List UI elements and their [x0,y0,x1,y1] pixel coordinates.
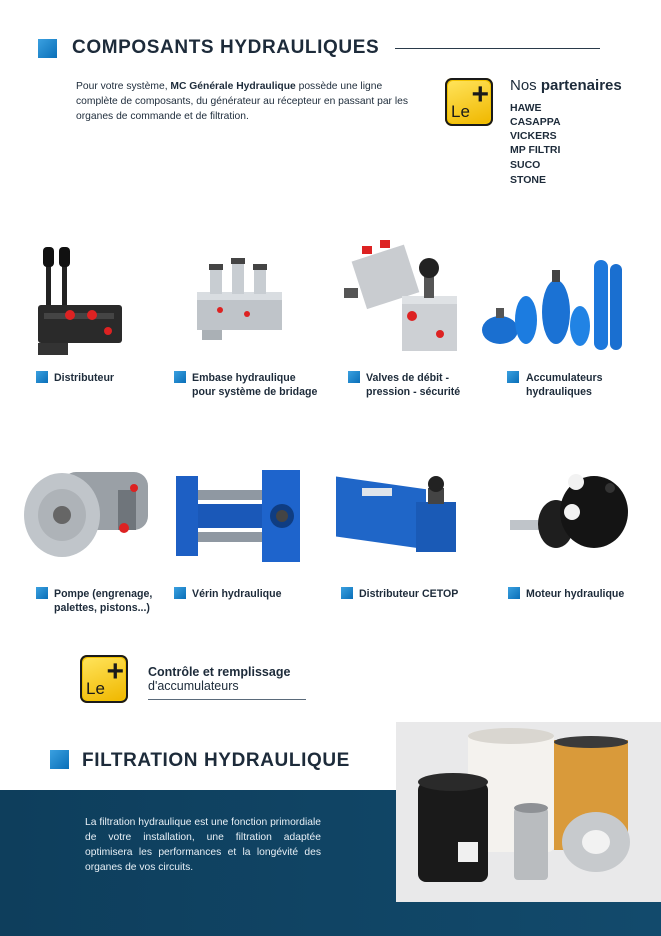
product-label-line: Embase hydraulique [192,372,296,384]
cylinder-image [172,466,304,566]
product-label-verin [192,587,281,601]
intro-text-start: Pour votre système, [76,81,171,92]
partner-item: STONE [510,174,546,186]
product-label-line: hydrauliques [526,386,592,398]
intro-paragraph [76,79,422,124]
product-label-line: Pompe (engrenage, [54,588,153,600]
product-label-line: palettes, pistons...) [54,602,150,614]
partner-item: VICKERS [510,130,557,142]
section-title-components: COMPOSANTS HYDRAULIQUES [72,37,380,58]
product-label-accumulateurs [526,371,603,399]
product-bullet [348,371,360,383]
product-label-line: Vérin hydraulique [192,588,282,600]
plus-icon: + [106,655,124,688]
control-rule [148,699,306,700]
accumulators-image [478,250,628,355]
partners-title [510,77,622,94]
title-rule [395,48,600,49]
partner-item: SUCO [510,159,541,171]
product-bullet [174,371,186,383]
flow-valves-image [340,236,465,356]
pump-image [22,460,150,565]
product-label-moteur [526,587,624,601]
logo-le-text: Le [86,679,105,698]
product-bullet [341,587,353,599]
motor-image [510,472,630,562]
product-label-line: pour système de bridage [192,386,318,398]
plus-icon: + [471,78,489,111]
partners-title-light: Nos [510,77,541,94]
distributor-image [30,243,130,358]
section-bullet [38,39,57,58]
control-title: Contrôle et remplissage [148,665,291,679]
product-label-embase [192,371,317,399]
partners-title-bold: partenaires [540,77,622,94]
product-label-cetop [359,587,458,601]
cetop-valve-image [332,462,462,562]
product-label-line: Distributeur CETOP [359,588,459,600]
product-label-line: Moteur hydraulique [526,588,625,600]
intro-text-end: possède une ligne complète de composants, du générateur au récepteur en passant par les organes de commande et de filtration. [76,81,408,122]
product-label-distributeur [54,371,114,385]
logo-le-text: Le [451,102,470,121]
product-label-line: Distributeur [54,372,115,384]
brand-name: MC Générale Hydraulique [170,81,296,92]
product-label-line: Valves de débit - [366,372,450,384]
product-bullet [174,587,186,599]
filters-photo [396,722,661,902]
partner-item: CASAPPA [510,116,561,128]
partner-item: MP FILTRI [510,144,561,156]
product-label-pompe [54,587,152,615]
product-label-line: pression - sécurité [366,386,461,398]
filters-illustration [396,722,661,902]
product-bullet [36,371,48,383]
product-bullet [36,587,48,599]
section-title-filtration: FILTRATION HYDRAULIQUE [82,750,350,771]
le-plus-logo-control [80,655,128,703]
product-label-line: Accumulateurs [526,372,603,384]
partner-item: HAWE [510,102,542,114]
le-plus-logo [445,78,493,126]
section-bullet [50,750,69,769]
control-subtitle: d'accumulateurs [148,679,239,693]
manifold-image [192,250,287,345]
product-bullet [508,587,520,599]
product-label-valves [366,371,460,399]
filtration-paragraph: La filtration hydraulique est une fonction primordiale de votre installation, une filtration adaptée optimisera les performances et la longévité des organes de vos circuits. [85,817,321,873]
product-bullet [507,371,519,383]
